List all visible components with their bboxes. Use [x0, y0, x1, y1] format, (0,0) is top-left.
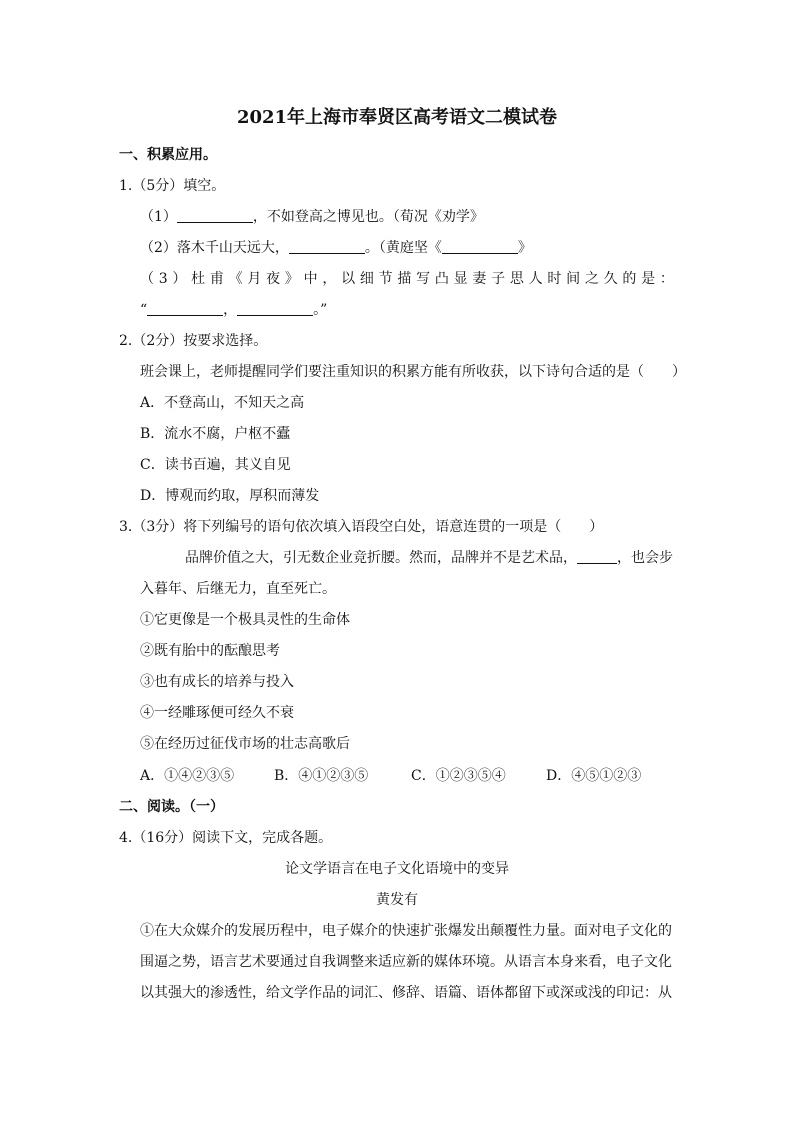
question-3-item-2: ②既有胎中的酝酿思考 — [140, 643, 280, 659]
question-3-choice-c[interactable]: C．①②③⑤④ — [411, 768, 506, 784]
part-number: （1） — [140, 209, 177, 225]
quote-close: 。” — [313, 302, 328, 318]
article-title: 论文学语言在电子文化语境中的变异 — [285, 861, 509, 877]
question-2-option-b[interactable]: B．流水不腐，户枢不蠹 — [140, 426, 291, 442]
article-line-1: ①在大众媒介的发展历程中，电子媒介的快速扩张爆发出颠覆性力量。面对电子文化的 — [140, 923, 672, 939]
answer-blank[interactable] — [177, 208, 253, 223]
passage-text: ，也会步 — [617, 550, 673, 566]
part-text: ，不如登高之博见也。（荀况《劝学》 — [252, 209, 484, 225]
question-3-item-4: ④一经雕琢便可经久不衰 — [140, 705, 294, 721]
question-1-part-3-answer — [140, 300, 327, 320]
question-3-item-5: ⑤在经历过征伐市场的壮志高歌后 — [140, 736, 350, 752]
question-1-part-3: （ 3 ） 杜 甫 《 月 夜 》 中 ， 以 细 节 描 写 凸 显 妻 子 思 人 时 间 之 久 的 是 ： — [140, 271, 674, 287]
part-text: （2）落木千山天远大， — [140, 240, 289, 256]
section-heading-1: 一、积累应用。 — [119, 147, 217, 163]
page-title: 2021年上海市奉贤区高考语文二模试卷 — [236, 107, 558, 128]
question-2-stem: 班会课上，老师提醒同学们要注重知识的积累方能有所收获，以下诗句合适的是（ ） — [140, 364, 686, 380]
separator: ， — [223, 302, 238, 318]
question-2-heading: 2.（2分）按要求选择。 — [119, 333, 268, 349]
question-3-choice-d[interactable]: D．④⑤①②③ — [546, 768, 642, 784]
passage-text: 品牌价值之大，引无数企业竞折腰。然而，品牌并不是艺术品， — [185, 550, 577, 566]
answer-blank[interactable] — [289, 239, 365, 254]
question-2-option-d[interactable]: D．博观而约取，厚积而薄发 — [140, 488, 320, 504]
answer-blank[interactable] — [442, 239, 518, 254]
question-3-passage — [185, 548, 673, 568]
article-line-3: 以其强大的渗透性，给文学作品的词汇、修辞、语篇、语体都留下或深或浅的印记：从 — [140, 985, 672, 1001]
question-3-choice-b[interactable]: B．④①②③⑤ — [274, 768, 369, 784]
question-3-choice-a[interactable]: A．①④②③⑤ — [140, 768, 235, 784]
question-3-item-1: ①它更像是一个极具灵性的生命体 — [140, 612, 350, 628]
question-3-item-3: ③也有成长的培养与投入 — [140, 674, 294, 690]
question-3-passage-cont: 入暮年、后继无力，直至死亡。 — [140, 581, 336, 597]
question-1-part-1 — [140, 207, 484, 227]
question-2-option-c[interactable]: C．读书百遍，其义自见 — [140, 457, 291, 473]
question-4-heading: 4.（16分）阅读下文，完成各题。 — [119, 830, 333, 846]
article-author: 黄发有 — [376, 892, 418, 908]
quote-open: “ — [140, 302, 148, 318]
answer-blank[interactable] — [147, 301, 223, 316]
answer-blank[interactable] — [577, 549, 617, 564]
article-line-2: 围逼之势，语言艺术要通过自我调整来适应新的媒体环境。从语言本身来看，电子文化 — [140, 954, 672, 970]
part-text: 》 — [517, 240, 532, 256]
question-1-part-2 — [140, 238, 532, 258]
question-3-heading: 3.（3分）将下列编号的语句依次填入语段空白处，语意连贯的一项是（ ） — [119, 519, 604, 535]
answer-blank[interactable] — [237, 301, 313, 316]
question-1-heading: 1.（5分）填空。 — [119, 178, 226, 194]
part-text: 。（黄庭坚《 — [364, 240, 442, 256]
section-heading-2: 二、阅读。（一） — [119, 799, 224, 815]
question-2-option-a[interactable]: A．不登高山，不知天之高 — [140, 395, 305, 411]
